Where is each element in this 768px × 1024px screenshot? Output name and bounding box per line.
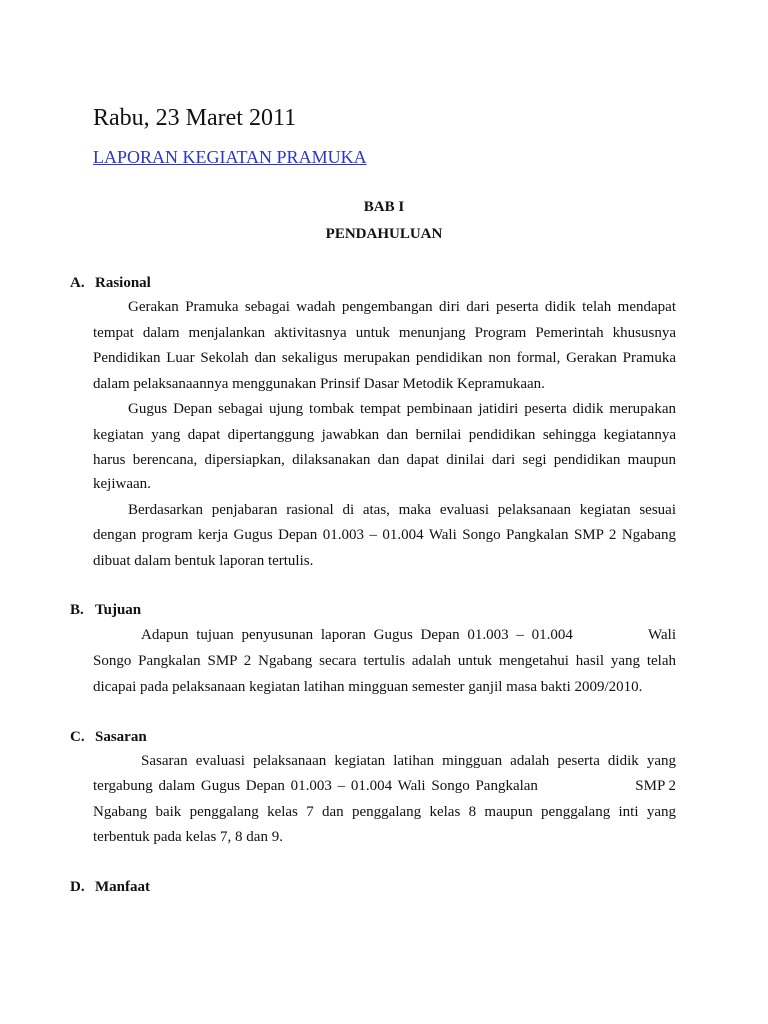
paragraph-line: Berdasarkan penjabaran rasional di atas, maka evaluasi pelaksanaan kegiatan sesuai <box>128 502 676 518</box>
paragraph-line-segment: tergabung dalam Gugus Depan 01.003 – 01.004 Wali Songo Pangkalan <box>93 778 538 794</box>
paragraph-line: Gerakan Pramuka sebagai wadah pengembangan diri dari peserta didik telah mendapat <box>128 299 676 315</box>
section-heading: Sasaran <box>95 729 147 745</box>
chapter-title: PENDAHULUAN <box>325 226 443 242</box>
paragraph-line: Pendidikan Luar Sekolah dan sekaligus merupakan pendidikan non formal, Gerakan Pramuka <box>93 350 676 366</box>
paragraph-line: dalam pelaksanaannya menggunakan Prinsif Dasar Metodik Kepramukaan. <box>93 376 545 392</box>
paragraph-line <box>141 625 676 645</box>
paragraph-line: kegiatan yang dapat dipertanggung jawabkan dan bernilai pendidikan sehingga kegiatannya <box>93 427 676 443</box>
paragraph-line: dengan program kerja Gugus Depan 01.003 – 01.004 Wali Songo Pangkalan SMP 2 Ngabang <box>93 527 676 543</box>
paragraph-line: dicapai pada pelaksanaan kegiatan latihan mingguan semester ganjil masa bakti 2009/2010. <box>93 679 643 695</box>
section-marker: B. <box>70 602 84 618</box>
paragraph-line: tempat dalam menjalankan aktivitasnya untuk menunjang Program Pemerintah khususnya <box>93 325 676 341</box>
paragraph-line-segment: SMP 2 <box>635 778 676 794</box>
paragraph-line: Sasaran evaluasi pelaksanaan kegiatan latihan mingguan adalah peserta didik yang <box>141 753 676 769</box>
paragraph-line: harus berencana, dipersiapkan, dilaksanakan dan dapat dinilai dari segi pendidikan maupun <box>93 452 676 468</box>
section-heading: Rasional <box>95 275 151 291</box>
chapter-number: BAB I <box>363 199 405 215</box>
paragraph-line: kejiwaan. <box>93 476 151 492</box>
paragraph-line: Songo Pangkalan SMP 2 Ngabang secara tertulis adalah untuk mengetahui hasil yang telah <box>93 653 676 669</box>
paragraph-line: dibuat dalam bentuk laporan tertulis. <box>93 553 314 569</box>
section-heading: Tujuan <box>95 602 142 618</box>
section-marker: C. <box>70 729 85 745</box>
report-title-link[interactable]: LAPORAN KEGIATAN PRAMUKA <box>93 147 367 167</box>
paragraph-line <box>93 776 676 796</box>
section-marker: A. <box>70 275 85 291</box>
post-date-title: Rabu, 23 Maret 2011 <box>93 105 297 131</box>
paragraph-line-segment: Wali <box>648 627 676 643</box>
paragraph-line: Ngabang baik penggalang kelas 7 dan penggalang kelas 8 maupun penggalang inti yang <box>93 804 676 820</box>
paragraph-line: terbentuk pada kelas 7, 8 dan 9. <box>93 829 283 845</box>
section-marker: D. <box>70 879 85 895</box>
section-heading: Manfaat <box>95 879 150 895</box>
paragraph-line: Gugus Depan sebagai ujung tombak tempat pembinaan jatidiri peserta didik merupakan <box>128 401 676 417</box>
paragraph-line-segment: Adapun tujuan penyusunan laporan Gugus Depan 01.003 – 01.004 <box>141 627 573 643</box>
